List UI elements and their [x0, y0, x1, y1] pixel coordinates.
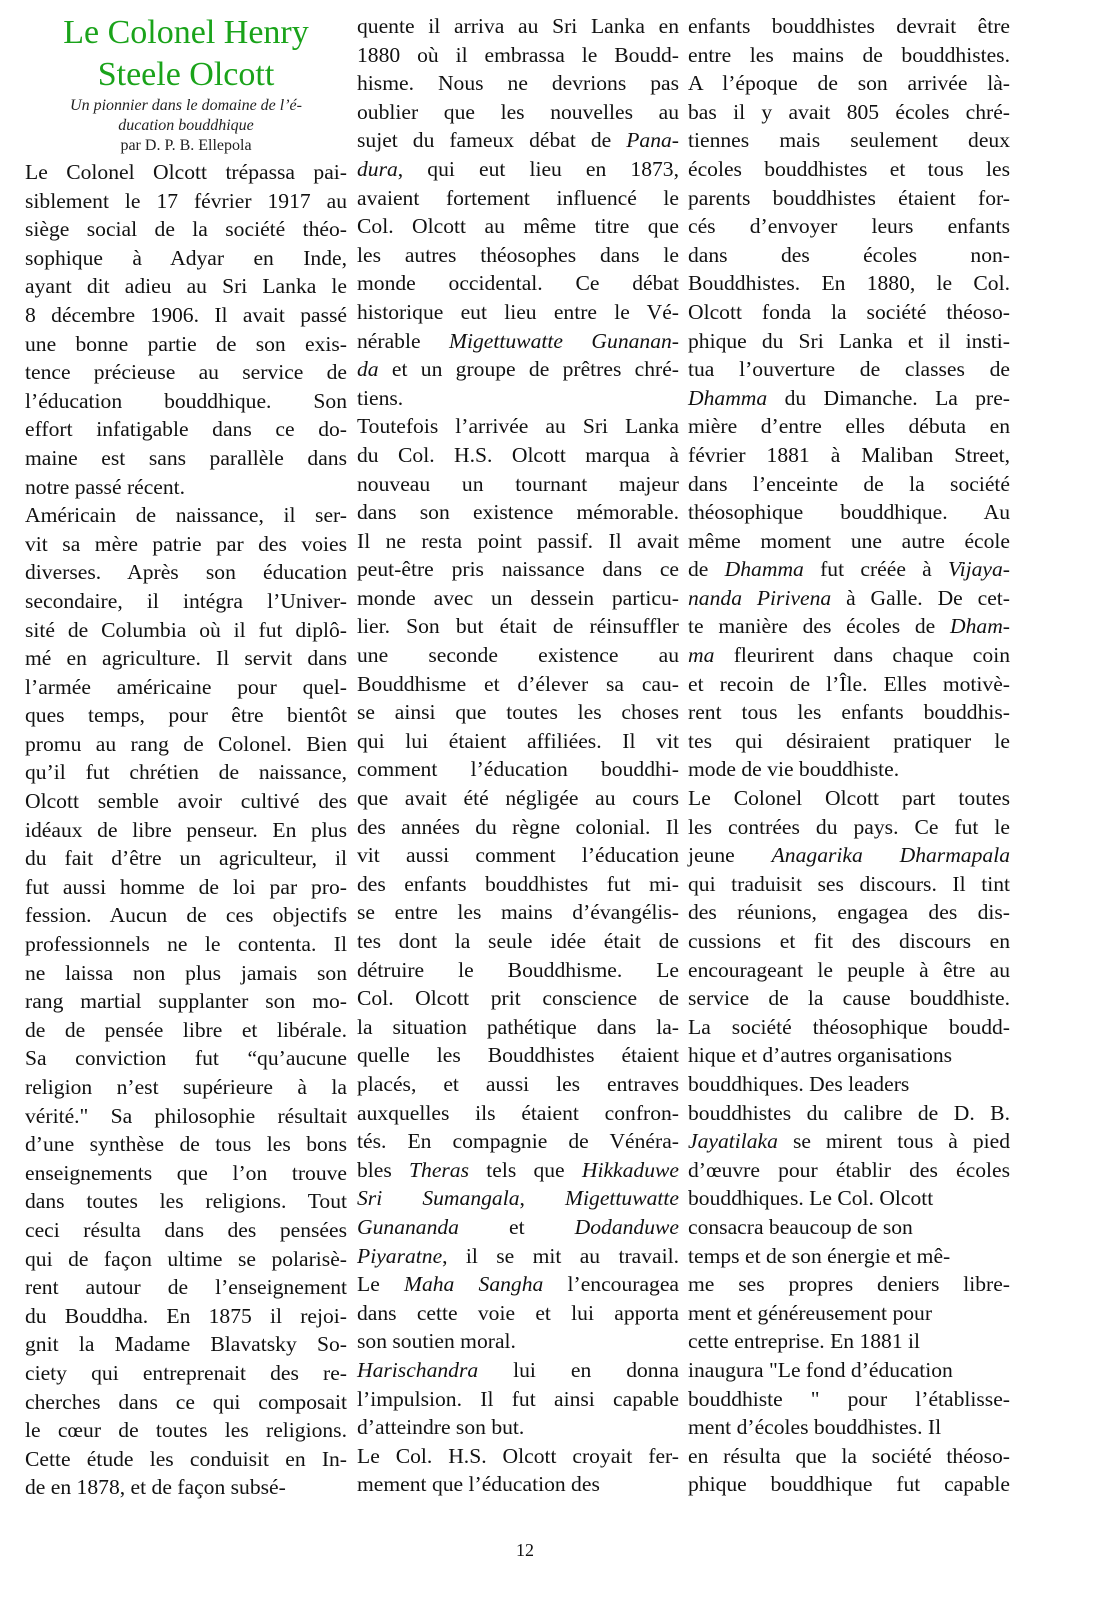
text-line: ment d’écoles bouddhistes. Il — [688, 1415, 942, 1440]
text-line: bouddhiques. Le Col. Olcott — [688, 1186, 934, 1211]
text-line: la situation pathétique dans la- — [357, 1014, 679, 1039]
text-line: Col. Olcott prit conscience de — [357, 986, 679, 1011]
text-line: te manière des écoles de Dham- — [688, 614, 1010, 639]
text-line: quente il arriva au Sri Lanka en — [357, 14, 679, 38]
text-line: dans des écoles non- — [688, 242, 1010, 267]
text-line: siège social de la société théo- — [25, 217, 347, 242]
text-line: jeune Anagarika Dharmapala — [688, 843, 1010, 868]
text-line: Col. Olcott au même titre que — [357, 214, 679, 239]
text-line: maine est sans parallèle dans — [25, 445, 347, 470]
text-line: se ainsi que toutes les choses — [357, 700, 679, 725]
text-line: Jayatilaka se mirent tous à pied — [688, 1129, 1010, 1154]
text-line: l’éducation bouddhique. Son — [25, 388, 347, 413]
text-line: Olcott semble avoir cultivé des — [25, 789, 347, 814]
text-line: La société théosophique boudd- — [688, 1014, 1010, 1039]
text-line: religion n’est supérieure à la — [25, 1075, 347, 1099]
text-line: nouveau un tournant majeur — [357, 471, 679, 496]
text-line: tua l’ouverture de classes de — [688, 357, 1010, 382]
text-line: Gunananda et Dodanduwe — [357, 1214, 679, 1239]
text-line: 1880 où il embrassa le Boudd- — [357, 42, 679, 67]
text-line: Il ne resta point passif. Il avait — [357, 528, 679, 553]
text-line: me ses propres deniers libre- — [688, 1272, 1010, 1297]
text-line: bouddhistes du calibre de D. B. — [688, 1100, 1010, 1125]
text-line: phique du Sri Lanka et il insti- — [688, 328, 1010, 353]
text-line: quelle les Bouddhistes étaient — [357, 1043, 679, 1068]
text-line: bouddhiste " pour l’établisse- — [688, 1386, 1010, 1411]
text-line: du Bouddha. En 1875 il rejoi- — [25, 1303, 347, 1328]
text-line: rang martial supplanter son mo- — [25, 989, 347, 1014]
text-line: de Dhamma fut créée à Vijaya- — [688, 557, 1010, 582]
column-1-text — [25, 158, 347, 1502]
text-line: oublier que les nouvelles au — [357, 99, 679, 124]
text-line: Le Colonel Olcott trépassa pai- — [25, 160, 347, 184]
text-line: phique bouddhique fut capable — [688, 1472, 1010, 1497]
text-line: ceci résulta dans des pensées — [25, 1217, 347, 1242]
text-line: Olcott fonda la société théoso- — [688, 299, 1010, 324]
text-line: dura, qui eut lieu en 1873, — [357, 156, 679, 181]
text-line: en résulta que la société théoso- — [688, 1443, 1010, 1468]
text-line: promu au rang de Colonel. Bien — [25, 731, 347, 756]
text-line: dans l’enceinte de la société — [688, 471, 1010, 496]
text-line: mé en agriculture. Il servit dans — [25, 646, 347, 671]
column-1 — [25, 12, 347, 1502]
text-line: des enfants bouddhistes fut mi- — [357, 871, 679, 896]
text-line: effort infatigable dans ce do- — [25, 417, 347, 442]
text-line: dans cette voie et lui apporta — [357, 1300, 679, 1325]
text-line: les autres théosophes dans le — [357, 242, 679, 267]
text-line: cette entreprise. En 1881 il — [688, 1329, 921, 1354]
text-line: parents bouddhistes étaient for- — [688, 185, 1010, 210]
text-line: des années du règne colonial. Il — [357, 814, 679, 839]
text-line: l’armée américaine pour quel- — [25, 674, 347, 699]
text-line: du fait d’être un agriculteur, il — [25, 846, 347, 871]
text-line: monde avec un dessein particu- — [357, 585, 679, 610]
text-line: théosophique bouddhique. Au — [688, 500, 1010, 525]
text-line: Toutefois l’arrivée au Sri Lanka — [357, 414, 679, 439]
text-line: peut-être pris naissance dans ce — [357, 557, 679, 582]
text-line: monde occidental. Ce débat — [357, 271, 679, 296]
text-line: dans toutes les religions. Tout — [25, 1189, 347, 1214]
text-line: fession. Aucun de ces objectifs — [25, 903, 347, 928]
text-line: Le Colonel Olcott part toutes — [688, 786, 1010, 811]
article-byline: par D. P. B. Ellepola — [120, 137, 252, 154]
text-line: hisme. Nous ne devrions pas — [357, 71, 679, 96]
text-line: qui traduisit ses discours. Il tint — [688, 871, 1010, 896]
text-line: mode de vie bouddhiste. — [688, 757, 900, 782]
text-line: entre les mains de bouddhistes. — [688, 42, 1010, 67]
text-line: enseignements que l’on trouve — [25, 1160, 347, 1185]
text-line: de de pensée libre et libérale. — [25, 1017, 347, 1042]
text-line: Le Col. H.S. Olcott croyait fer- — [357, 1443, 679, 1468]
text-line: vit aussi comment l’éducation — [357, 843, 679, 868]
text-line: nérable Migettuwatte Gunanan- — [357, 328, 679, 353]
text-line: tiens. — [357, 385, 404, 410]
text-line: les contrées du pays. Ce fut le — [688, 814, 1010, 839]
text-line: une bonne partie de son exis- — [25, 331, 347, 356]
article-subtitle — [25, 96, 347, 136]
text-line: mement que l’éducation des — [357, 1472, 600, 1497]
text-line: d’œuvre pour établir des écoles — [688, 1157, 1010, 1182]
text-line: encourageant le peuple à être au — [688, 957, 1010, 982]
text-line: Dhamma du Dimanche. La pre- — [688, 385, 1010, 410]
text-line: Harischandra lui en donna — [357, 1357, 679, 1382]
column-3-text — [688, 12, 1010, 1499]
title-line-2: Steele Olcott — [97, 56, 275, 93]
text-line: siblement le 17 février 1917 au — [25, 188, 347, 213]
text-line: placés, et aussi les entraves — [357, 1071, 679, 1096]
text-line: écoles bouddhistes et tous les — [688, 156, 1010, 181]
text-line: que avait été négligée au cours — [357, 786, 679, 811]
text-line: avaient fortement influencé le — [357, 185, 679, 210]
text-line: ayant dit adieu au Sri Lanka le — [25, 274, 347, 299]
text-line: des réunions, engagea des dis- — [688, 900, 1010, 925]
text-line: détruire le Bouddhisme. Le — [357, 957, 679, 982]
text-line: cussions et fit des discours en — [688, 929, 1010, 953]
text-line: bles Theras tels que Hikkaduwe — [357, 1157, 679, 1182]
text-line: ques temps, pour être bientôt — [25, 703, 347, 728]
text-line: professionnels ne le contenta. Il — [25, 932, 347, 957]
text-line: ma fleurirent dans chaque coin — [688, 643, 1010, 668]
text-line: fut aussi homme de loi par pro- — [25, 874, 347, 899]
text-line: d’une synthèse de tous les bons — [25, 1132, 347, 1157]
text-line: Cette étude les conduisit en In- — [25, 1446, 347, 1471]
text-line: mière d’entre elles débuta en — [688, 414, 1010, 439]
text-line: enfants bouddhistes devrait être — [688, 14, 1010, 38]
text-line: bouddhiques. Des leaders — [688, 1071, 910, 1096]
text-line: Bouddhisme et d’élever sa cau- — [357, 671, 679, 696]
text-line: tence précieuse au service de — [25, 360, 347, 385]
text-line: février 1881 à Maliban Street, — [688, 442, 1010, 467]
subtitle-line-1: Un pionnier dans le domaine de l’é- — [70, 97, 302, 114]
text-line: sujet du fameux débat de Pana- — [357, 128, 679, 153]
column-2-text — [357, 12, 679, 1499]
text-line: notre passé récent. — [25, 474, 186, 499]
text-line: service de la cause bouddhiste. — [688, 986, 1010, 1011]
text-line: ciety qui entreprenait des re- — [25, 1360, 347, 1385]
text-line: dans son existence mémorable. — [357, 500, 679, 525]
text-line: rent tous les enfants bouddhis- — [688, 700, 1010, 725]
text-line: da et un groupe de prêtres chré- — [357, 357, 679, 382]
column-3 — [688, 12, 1010, 1499]
text-line: Piyaratne, il se mit au travail. — [357, 1243, 679, 1268]
text-line: Bouddhistes. En 1880, le Col. — [688, 271, 1010, 296]
text-line: inaugura "Le fond d’éducation — [688, 1357, 953, 1382]
text-line: A l’époque de son arrivée là- — [688, 71, 1010, 96]
text-line: temps et de son énergie et mê- — [688, 1243, 951, 1268]
text-line: Sri Sumangala, Migettuwatte — [357, 1186, 679, 1211]
page-number: 12 — [516, 1540, 534, 1560]
text-line: 8 décembre 1906. Il avait passé — [25, 302, 347, 327]
subtitle-line-2: ducation bouddhique — [118, 117, 254, 134]
text-line: le cœur de toutes les religions. — [25, 1418, 347, 1443]
text-line: l’impulsion. Il fut ainsi capable — [357, 1386, 679, 1411]
text-line: nanda Pirivena à Galle. De cet- — [688, 585, 1010, 610]
text-line: comment l’éducation bouddhi- — [357, 757, 679, 782]
text-line: lier. Son but était de réinsuffler — [357, 614, 679, 639]
text-line: auxquelles ils étaient confron- — [357, 1100, 679, 1125]
text-line: qui de façon ultime se polarisè- — [25, 1246, 347, 1271]
text-line: Le Maha Sangha l’encouragea — [357, 1272, 680, 1297]
text-line: consacra beaucoup de son — [688, 1214, 913, 1239]
text-line: même moment une autre école — [688, 528, 1010, 553]
text-line: sophique à Adyar en Inde, — [25, 245, 347, 270]
text-line: secondaire, il intégra l’Univer- — [25, 588, 347, 613]
text-line: Américain de naissance, il ser- — [25, 503, 347, 528]
text-line: diverses. Après son éducation — [25, 560, 347, 585]
text-line: gnit la Madame Blavatsky So- — [25, 1332, 347, 1357]
text-line: son soutien moral. — [357, 1329, 516, 1354]
article-title — [25, 12, 347, 96]
text-line: tiennes mais seulement deux — [688, 128, 1010, 153]
text-line: ne laissa non plus jamais son — [25, 960, 347, 985]
text-line: et recoin de l’Île. Elles motivè- — [688, 671, 1010, 696]
text-line: tés. En compagnie de Vénéra- — [357, 1129, 679, 1154]
text-line: Sa conviction fut “qu’aucune — [25, 1046, 347, 1071]
title-line-1: Le Colonel Henry — [63, 14, 309, 51]
text-line: cés d’envoyer leurs enfants — [688, 214, 1010, 239]
text-line: bas il y avait 805 écoles chré- — [688, 99, 1010, 124]
text-line: tes dont la seule idée était de — [357, 929, 679, 953]
text-line: tes qui désiraient pratiquer le — [688, 728, 1010, 753]
text-line: cherches dans ce qui composait — [25, 1389, 347, 1414]
text-line: une seconde existence au — [357, 643, 679, 668]
text-line: sité de Columbia où il fut diplô- — [25, 617, 347, 642]
text-line: vit sa mère patrie par des voies — [25, 531, 347, 556]
text-line: d’atteindre son but. — [357, 1415, 525, 1440]
text-line: idéaux de libre penseur. En plus — [25, 817, 347, 842]
text-line: historique eut lieu entre le Vé- — [357, 299, 679, 324]
text-line: de en 1878, et de façon subsé- — [25, 1475, 286, 1500]
column-2 — [357, 12, 679, 1499]
text-line: vérité." Sa philosophie résultait — [25, 1103, 347, 1128]
text-line: hique et d’autres organisations — [688, 1043, 953, 1068]
text-line: rent autour de l’enseignement — [25, 1275, 347, 1300]
text-line: qu’il fut chrétien de naissance, — [25, 760, 347, 785]
text-line: du Col. H.S. Olcott marqua à — [357, 442, 679, 467]
text-line: ment et généreusement pour — [688, 1300, 933, 1325]
text-line: se entre les mains d’évangélis- — [357, 900, 679, 925]
text-line: qui lui étaient affiliées. Il vit — [357, 728, 679, 753]
